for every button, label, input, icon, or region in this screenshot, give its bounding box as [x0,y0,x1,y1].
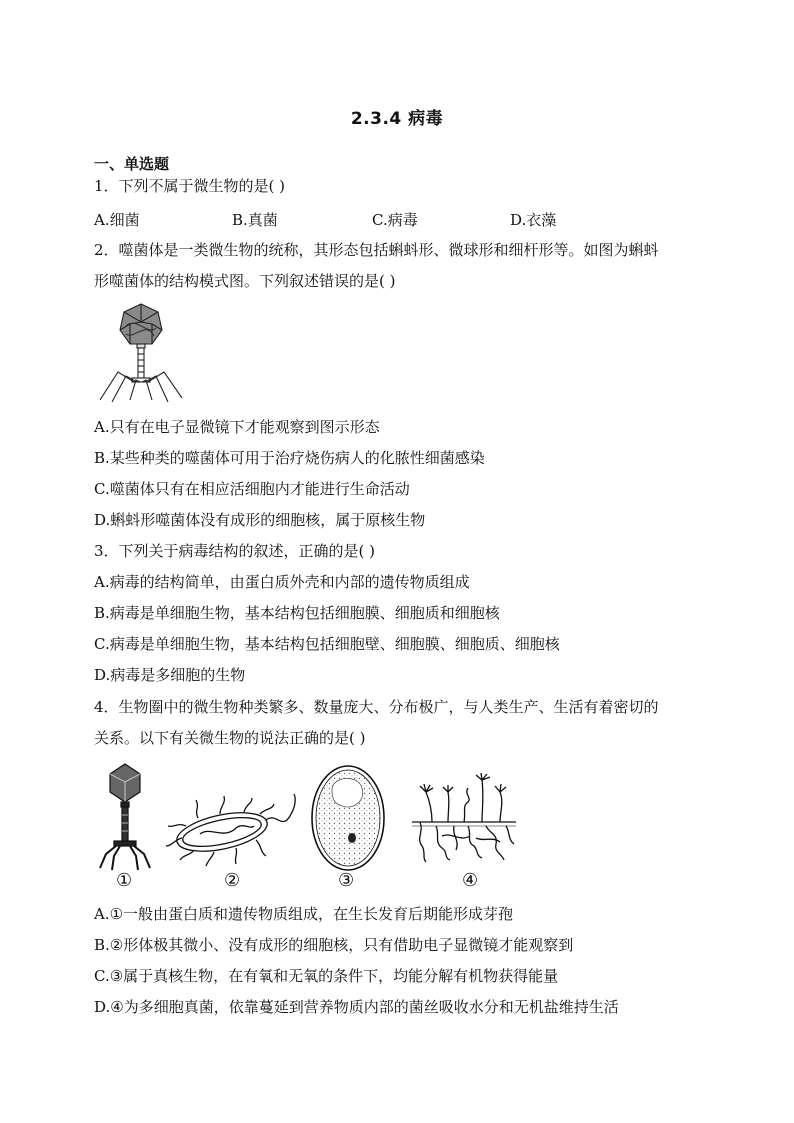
q3-option-a: A.病毒的结构简单，由蛋白质外壳和内部的遗传物质组成 [94,573,470,591]
question-2-stem-line-1: 2．噬菌体是一类微生物的统称，其形态包括蝌蚪形、微球形和细杆形等。如图为蝌蚪 [94,241,659,259]
figure-label-1: ① [116,870,133,891]
question-1-options [94,209,714,229]
q2-option-c: C.噬菌体只有在相应活细胞内才能进行生命活动 [94,480,410,498]
mold-figure [412,772,516,864]
q2-option-b: B.某些种类的噬菌体可用于治疗烧伤病人的化脓性细菌感染 [94,449,485,467]
q2-option-a: A.只有在电子显微镜下才能观察到图示形态 [94,418,380,436]
q3-option-b: B.病毒是单细胞生物，基本结构包括细胞膜、细胞质和细胞核 [94,604,500,622]
q1-option-a: A.细菌 [94,211,140,229]
q1-option-d: D.衣藻 [510,211,557,229]
yeast-cell-figure [308,762,388,874]
figure-label-2: ② [224,870,241,891]
question-4-stem-line-1: 4．生物圈中的微生物种类繁多、数量庞大、分布极广，与人类生产、生活有着密切的 [94,698,659,716]
q4-option-b: B.②形体极其微小、没有成形的细胞核，只有借助电子显微镜才能观察到 [94,936,574,954]
q4-option-a: A.①一般由蛋白质和遗传物质组成，在生长发育后期能形成芽孢 [94,905,514,923]
q2-option-d: D.蝌蚪形噬菌体没有成形的细胞核，属于原核生物 [94,511,426,529]
q3-option-d: D.病毒是多细胞的生物 [94,666,246,684]
bacterium-figure [164,790,302,870]
page-title: 2.3.4 病毒 [350,109,444,129]
question-1-stem: 1．下列不属于微生物的是( ) [94,177,286,195]
question-2-stem-line-2: 形噬菌体的结构模式图。下列叙述错误的是( ) [94,272,396,290]
figure-label-4: ④ [462,870,479,891]
q4-option-c: C.③属于真核生物，在有氧和无氧的条件下，均能分解有机物获得能量 [94,967,559,985]
question-4-stem-line-2: 关系。以下有关微生物的说法正确的是( ) [94,729,366,747]
phage-diagram [96,302,186,406]
figure-label-3: ③ [338,870,355,891]
phage-figure [96,760,154,872]
q1-option-c: C.病毒 [372,211,418,229]
section-heading: 一、单选题 [94,155,170,173]
q3-option-c: C.病毒是单细胞生物，基本结构包括细胞壁、细胞膜、细胞质、细胞核 [94,635,560,653]
q1-option-b: B.真菌 [232,211,278,229]
question-3-stem: 3．下列关于病毒结构的叙述，正确的是( ) [94,542,376,560]
q4-option-d: D.④为多细胞真菌，依靠蔓延到营养物质内部的菌丝吸收水分和无机盐维持生活 [94,998,619,1016]
